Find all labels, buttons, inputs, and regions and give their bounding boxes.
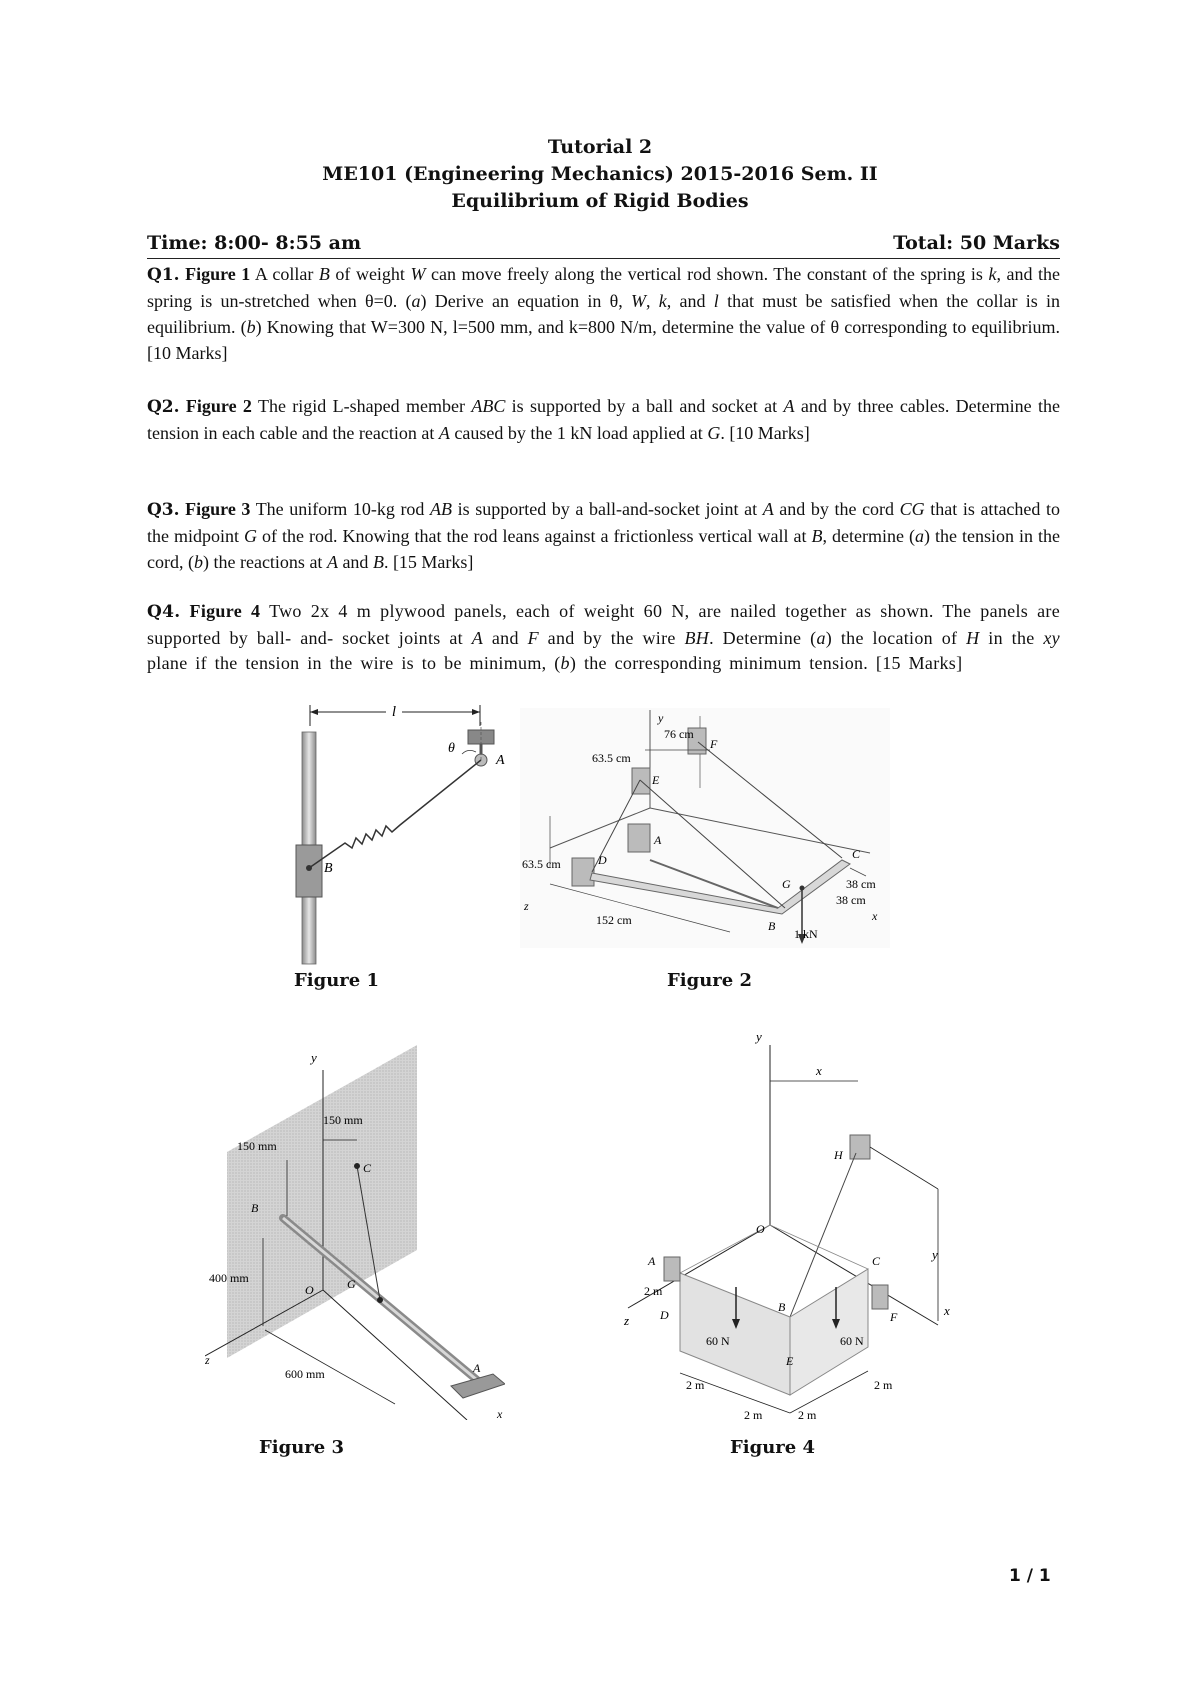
header-rule: [147, 258, 1060, 259]
tutorial-title: Tutorial 2: [547, 136, 653, 158]
svg-text:x: x: [816, 1063, 822, 1078]
fig1-label-theta: θ: [448, 741, 455, 756]
q1-figure-ref: Figure 1: [185, 264, 251, 284]
svg-text:z: z: [624, 1313, 630, 1328]
svg-text:z: z: [524, 899, 529, 913]
svg-text:B: B: [251, 1201, 259, 1215]
svg-text:y: y: [756, 1029, 762, 1044]
svg-text:63.5 cm: 63.5 cm: [592, 751, 631, 765]
svg-text:600 mm: 600 mm: [285, 1367, 325, 1381]
svg-text:O: O: [756, 1222, 765, 1236]
panel-left: [680, 1273, 790, 1395]
svg-text:2 m: 2 m: [798, 1408, 817, 1422]
svg-text:D: D: [598, 853, 607, 867]
spring: [309, 760, 481, 868]
figure-4-diagram: [620, 1025, 960, 1425]
svg-text:76 cm: 76 cm: [664, 727, 694, 741]
svg-text:150 mm: 150 mm: [323, 1113, 363, 1127]
figure-1-caption: Figure 1: [294, 970, 380, 991]
svg-text:2 m: 2 m: [744, 1408, 763, 1422]
svg-text:38 cm: 38 cm: [836, 893, 866, 907]
svg-text:D: D: [660, 1308, 669, 1322]
svg-text:H: H: [834, 1148, 843, 1162]
q2-figure-ref: Figure 2: [185, 396, 252, 416]
q3-label: Q3.: [147, 500, 180, 520]
svg-text:60 N: 60 N: [706, 1334, 730, 1348]
figure-4-caption: Figure 4: [730, 1437, 816, 1458]
svg-text:z: z: [205, 1353, 210, 1367]
svg-text:152 cm: 152 cm: [596, 913, 632, 927]
svg-text:2 m: 2 m: [644, 1284, 663, 1298]
svg-text:x: x: [497, 1407, 503, 1420]
svg-text:38 cm: 38 cm: [846, 877, 876, 891]
svg-text:2 m: 2 m: [874, 1378, 893, 1392]
q1-label: Q1.: [147, 265, 180, 285]
question-4: Q4. Figure 4 Two 2x 4 m plywood panels, each of weight 60 N, are nailed together as shown. The panels are supported by ball- and- socket joints at A and F and by the wire BH. Determine (a) the location of H in the xy plane if the tension in the wire is to be minimum, (b) the corresponding minimum tension. [15 Marks]: [147, 601, 1060, 673]
time-total-row: [147, 232, 1060, 254]
svg-text:F: F: [890, 1310, 898, 1324]
svg-text:A: A: [654, 833, 662, 847]
q3-figure-ref: Figure 3: [185, 499, 251, 519]
svg-text:B: B: [768, 919, 776, 933]
svg-text:x: x: [872, 909, 878, 923]
svg-text:y: y: [932, 1247, 938, 1262]
fig1-label-a: A: [496, 753, 505, 768]
page-number: 1 / 1: [1009, 1566, 1051, 1586]
q2-label: Q2.: [147, 397, 180, 417]
svg-text:C: C: [872, 1254, 881, 1268]
figure-3-diagram: [205, 1040, 505, 1420]
svg-text:E: E: [652, 773, 660, 787]
svg-text:y: y: [658, 711, 664, 725]
svg-text:A: A: [473, 1361, 481, 1375]
question-1: Q1. Figure 1 A collar B of weight W can move freely along the vertical rod shown. The constant of the spring is k, and the spring is un-stretched when θ=0. (a) Derive an equation in θ, W, k, and l that must be satisfied when the collar is in equilibrium. (b) Knowing that W=300 N, l=500 mm, and k=800 N/m, determine the value of θ corresponding to equilibrium.[10 Marks]: [147, 264, 1061, 363]
svg-text:C: C: [363, 1161, 372, 1175]
svg-text:63.5 cm: 63.5 cm: [522, 857, 561, 871]
svg-text:60 N: 60 N: [840, 1334, 864, 1348]
svg-text:G: G: [347, 1277, 356, 1291]
figure-2-diagram: [520, 708, 890, 948]
svg-text:F: F: [710, 737, 718, 751]
figure-3-caption: Figure 3: [259, 1437, 345, 1458]
fig1-label-b: B: [324, 861, 333, 876]
svg-text:400 mm: 400 mm: [209, 1271, 249, 1285]
figure-1-diagram: [290, 700, 530, 970]
q4-figure-ref: Figure 4: [189, 601, 261, 621]
total-marks: Total: 50 Marks: [893, 232, 1060, 254]
svg-text:E: E: [786, 1354, 794, 1368]
topic-title: Equilibrium of Rigid Bodies: [451, 190, 749, 212]
time-label: Time: 8:00- 8:55 am: [147, 232, 362, 254]
svg-text:C: C: [852, 847, 861, 861]
svg-text:150 mm: 150 mm: [237, 1139, 277, 1153]
svg-text:1 kN: 1 kN: [794, 927, 818, 941]
svg-text:G: G: [782, 877, 791, 891]
q4-label: Q4.: [147, 602, 181, 622]
question-3: Q3. Figure 3 The uniform 10-kg rod AB is supported by a ball-and-socket joint at A and by the cord CG that is attached to the midpoint G of the rod. Knowing that the rod leans against a frictionless vertical wall at B, determine (a) the tension in the cord, (b) the reactions at A and B. [15 Marks]: [147, 499, 1061, 572]
course-title: ME101 (Engineering Mechanics) 2015-2016 Sem. II: [322, 163, 878, 185]
svg-text:A: A: [648, 1254, 656, 1268]
svg-text:O: O: [305, 1283, 314, 1297]
question-2: Q2. Figure 2 The rigid L-shaped member ABC is supported by a ball and socket at A and by three cables. Determine the tension in each cable and the reaction at A caused by the 1 kN load applied at G. [10 Marks]: [147, 396, 1060, 443]
fig1-label-l: l: [391, 704, 397, 720]
figure-2-caption: Figure 2: [667, 970, 753, 991]
svg-text:x: x: [944, 1303, 950, 1318]
svg-text:B: B: [778, 1300, 786, 1314]
svg-text:2 m: 2 m: [686, 1378, 705, 1392]
svg-text:y: y: [311, 1050, 317, 1065]
